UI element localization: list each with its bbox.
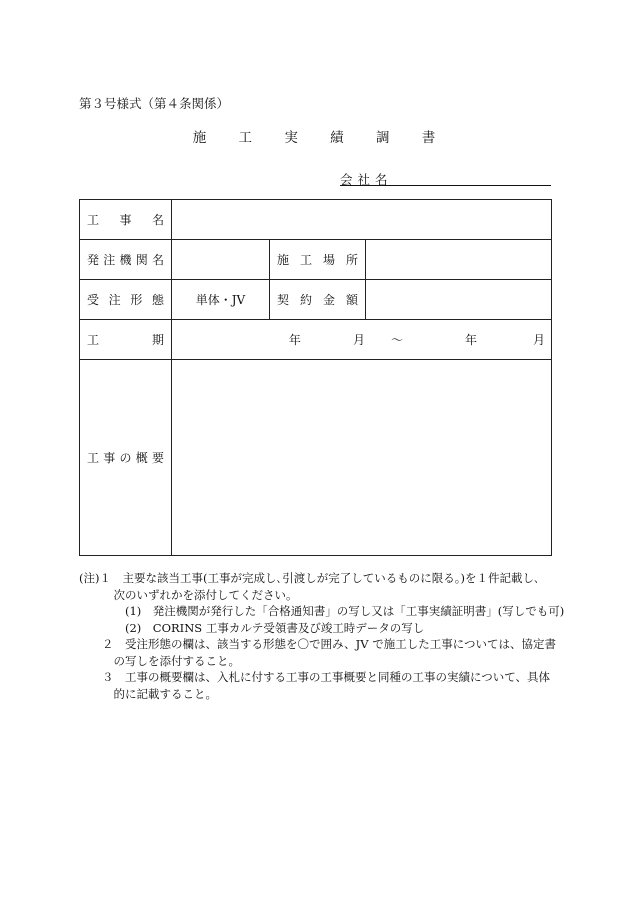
period-month-end: 月 [532, 333, 545, 347]
title-char: 施 [192, 130, 209, 146]
order-type-value[interactable]: 単体・JV [172, 280, 270, 320]
row-construction-name [80, 200, 552, 240]
note-line: の写しを添付すること。 [79, 653, 240, 668]
form-number: 第３号様式（第４条関係） [79, 96, 230, 111]
title-char: 工 [238, 130, 255, 146]
row-order-type [80, 280, 552, 320]
title-char: 調 [375, 130, 392, 146]
record-table [79, 199, 552, 556]
period-year-start: 年 [288, 333, 301, 347]
note-line: (2) CORINS 工事カルテ受領書及び竣工時データの写し [79, 620, 425, 635]
location-input[interactable] [366, 240, 552, 280]
row-summary [80, 360, 552, 556]
period-month-start: 月 [352, 333, 365, 347]
title-char: 書 [421, 130, 438, 146]
note-line: 的に記載すること。 [79, 686, 217, 701]
note-line: (注)１ 主要な該当工事(工事が完成し､引渡しが完了しているものに限る｡)を１件記載し､ [79, 571, 540, 585]
orderer-input[interactable] [172, 240, 270, 280]
company-label-char: 会 [340, 172, 358, 187]
construction-name-input[interactable] [172, 200, 552, 240]
document-title [0, 126, 630, 146]
notes [79, 570, 565, 702]
summary-input[interactable] [172, 360, 552, 556]
period-input[interactable] [172, 320, 552, 360]
title-char: 績 [330, 130, 346, 146]
period-tilde: ～ [390, 333, 403, 347]
company-label-char: 社 [357, 172, 376, 187]
row-period [80, 320, 552, 360]
title-char: 実 [284, 130, 300, 146]
company-name-field[interactable] [340, 170, 551, 186]
note-line: ２ 受注形態の欄は、該当する形態を〇で囲み、JV で施工した工事については、協定書 [79, 637, 557, 651]
period-year-end: 年 [464, 333, 477, 347]
note-line: 次のいずれかを添付してください。 [79, 587, 298, 602]
label-summary: 工 事 の 概 要 [80, 360, 172, 556]
company-label-char: 名 [375, 172, 393, 187]
note-line: ３ 工事の概要欄は、入札に付する工事の工事概要と同種の工事の実績について、具体 [79, 670, 551, 684]
label-orderer: 発 注 機 関 名 [80, 240, 172, 280]
label-location: 施 工 場 所 [270, 240, 366, 280]
label-construction-name: 工 事 名 [80, 200, 172, 240]
label-period: 工 期 [80, 320, 172, 360]
note-line: (1) 発注機関が発行した「合格通知書」の写し又は「工事実績証明書」(写しでも可) [79, 604, 565, 618]
label-contract-amount: 契 約 金 額 [270, 280, 366, 320]
row-orderer [80, 240, 552, 280]
contract-amount-input[interactable] [366, 280, 552, 320]
label-order-type: 受 注 形 態 [80, 280, 172, 320]
